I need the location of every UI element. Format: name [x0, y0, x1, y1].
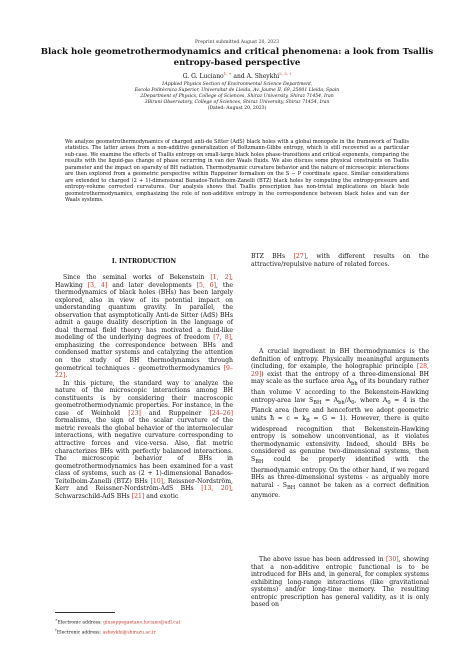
paragraph: A crucial ingredient in BH thermodynamics is the definition of entropy. Physically meaningful arguments (including, for example, the holographic principle [28, 29]) exist that the entropy of a three-dimensional BH may scale as the surface area $A_{bh}$ of its boundary rather than volume V according to the Bekenstein-Hawking entropy-area law $S_{BH} = A_{bh}/A_0$, where $A_0 = 4$ is the Planck area (here and henceforth we adopt geometric units ħ = $c = k_B = G = 1$). However, there is quite widespread recognition that Bekenstein-Hawking entropy is somehow unconventional, as it violates thermodynamic extensivity. Indeed, should BHs be considered as genuine two-dimensional systems, then $S_{BH}$ could be properly identified with the thermodynamic entropy. On the other hand, if we regard BHs as three-dimensional systems - as arguably more natural - $S_{BH}$ cannot be taken as a correct definition anymore. — [251, 348, 430, 500]
right-column-middle — [251, 348, 429, 500]
section-heading-introduction: I. INTRODUCTION — [111, 258, 177, 265]
citation-link[interactable]: [3, 4] — [87, 281, 108, 289]
citation-link[interactable]: [5, 6] — [196, 281, 217, 289]
footnotes — [55, 617, 255, 636]
author-line — [0, 71, 474, 80]
affiliation-line: 1Applied Physics Section of Environmental Science Department, — [161, 82, 313, 87]
footnote: †Electronic address: asheykhi@shirazu.ac.ir — [55, 627, 156, 635]
citation-link[interactable]: [23] — [128, 409, 141, 417]
author-name: G. G. Luciano — [182, 73, 224, 80]
affiliation-line: 3Biruni Observatory, College of Sciences, Shiraz University, Shiraz 71454, Iran — [144, 100, 330, 106]
affiliations-block — [40, 82, 434, 112]
right-column-bottom — [251, 556, 429, 609]
author-name: A. Sheykhi — [246, 73, 280, 80]
preprint-date-line: Preprint submitted August 20, 2023 — [194, 40, 280, 45]
citation-link[interactable]: [10] — [150, 477, 164, 485]
affiliation-line: 2Department of Physics, College of Sciences, Shiraz University, Shiraz 71454, Iran — [140, 94, 334, 100]
email-link[interactable]: giuseppegaetano.luciano@udl.cat — [103, 620, 181, 626]
dated-line: (Dated: August 20, 2023) — [207, 106, 267, 112]
footnote-rule — [55, 612, 115, 613]
citation-link[interactable]: [24–26] — [209, 409, 234, 417]
citation-link[interactable]: [30] — [386, 556, 399, 563]
author-affiliation-marks[interactable]: 1, ∗ — [223, 71, 232, 76]
citation-link[interactable]: [13, 20] — [201, 485, 232, 493]
paragraph: In this picture, the standard way to analyze the nature of the microscopic interactions among BH constituents is by considering their macroscopic geometrothermodynamic properties. For instance, in the case of Weinhold [23] and Ruppeiner [24–26] formalisms, the sign of the scalar curvature of the metric reveals the global behavior of the intermolecular interactions, with negative curvature corresponding to attractive forces and vice-versa. Also, flat metric characterizes BHs with perfectly balanced interactions. The microscopic behavior of BHs in geometrothermodynamics has been examined for a vast class of systems, such as (2 + 1)-dimensional Banados-Teitelboim-Zanelli (BTZ) BHs [10], Reissner-Nordström, Kerr and Reissner-Nordström-AdS BHs [13, 20], Schwarzschild-AdS BHs [21] and exotic — [55, 379, 234, 500]
paragraph: The above issue has been addressed in [30], showing that a non-additive entropic functional is to be introduced for BHs and, in general, for complex systems exhibiting long-range interactions (like gravitational systems) and/or long-time memory. The resulting entropic prescription has general validity, as it is only based on — [251, 556, 429, 609]
paragraph: BTZ BHs [27], with different results on the attractive/repulsive nature of related forces. — [251, 253, 429, 268]
citation-link[interactable]: [9–22] — [55, 364, 233, 380]
right-column-top — [251, 253, 429, 268]
email-link[interactable]: asheykhi@shirazu.ac.ir — [102, 630, 156, 635]
citation-link[interactable]: [1, 2] — [210, 274, 232, 281]
paper-title: Black hole geometrothermodynamics and critical phenomena: a look from Tsallis entropy-based perspective — [40, 47, 434, 68]
left-column — [55, 274, 233, 500]
citation-link[interactable]: [21] — [131, 492, 145, 500]
author-conjunction: and — [233, 73, 245, 80]
citation-link[interactable]: [7, 8] — [213, 334, 232, 342]
abstract: We analyze geometrothermodynamics of charged anti-de Sitter (AdS) black holes with a global monopole in the framework of Tsallis statistics. The latter arises from a non-additive generalization of Boltzmann-Gibbs entropy, which is still recovered as a particular sub-case. We examine the effects of Tsallis entropy on small-large black holes phase-transitions and critical exponents, comparing the results with the liquid-gas change of phase occurring in van der Waals fluids. We also discuss some physical constraints on Tsallis parameter and the impact on sparsity of BH radiation. Thermodynamic curvature behavior and the nature of microscopic interactions are then explored from a geometric perspective within Ruppeiner formalism on the S − P coordinate space. Similar considerations are extended to charged (2 + 1)-dimensional Banados-Teitelboim-Zanelli (BTZ) black holes by computing the entropy-pressure and entropy-volume corrected curvatures. Our analysis shows that Tsallis prescription has non-trivial implications on black hole geometrothermodynamics, emphasizing the role of non-additive entropy in the correspondence between black holes and van der Waals systems. — [65, 139, 409, 204]
footnote: ∗Electronic address: giuseppegaetano.luciano@udl.cat — [55, 618, 181, 626]
paragraph: Since the seminal works of Bekenstein [1, 2], Hawking [3, 4] and later developments [5, 6], the thermodynamics of black holes (BHs) has been largely explored, also in view of its potential impact on understanding quantum gravity. In parallel, the observation that asymptotically Anti-de Sitter (AdS) BHs admit a gauge duality description in the language of dual thermal field theory has motivated a fluid-like modeling of the underlying degrees of freedom [7, 8], emphasizing the correspondence between BHs and condensed matter systems and catalyzing the attention on the study of BH thermodynamics through geometrical techniques - geometrothermodynamics [9–22]. — [55, 274, 233, 380]
affiliation-line: Escola Politècnica Superior, Universitat de Lleida, Av. Jaume II, 69, 25001 Lleida, Spain — [134, 88, 340, 94]
citation-link[interactable]: [27] — [293, 253, 307, 260]
author-affiliation-marks[interactable]: 2, 3, † — [279, 71, 292, 76]
citation-link[interactable]: [28, 29] — [251, 363, 429, 378]
